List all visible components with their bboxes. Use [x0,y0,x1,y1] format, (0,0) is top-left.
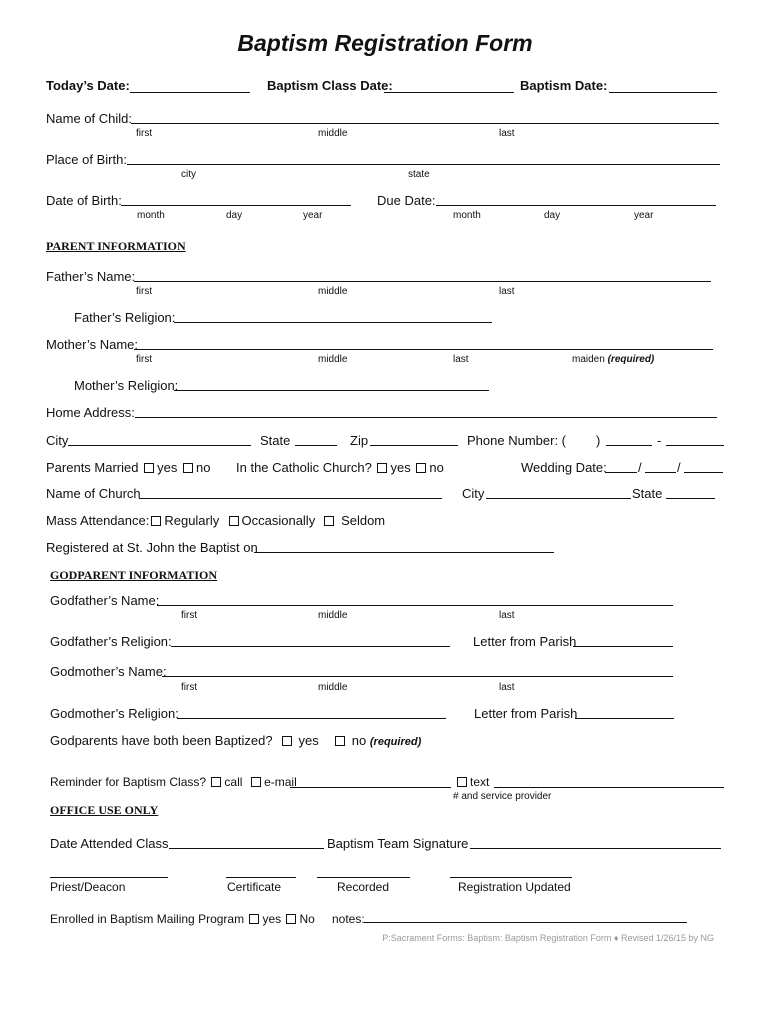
certificate-field[interactable] [226,877,296,878]
sub-middle: middle [318,682,348,693]
wedding-day-field[interactable] [645,472,676,473]
mailing-yes-label: yes [262,912,282,926]
text-provider-field[interactable] [494,787,724,788]
mailing-no-label: No [299,912,315,926]
call-label: call [224,775,243,789]
home-address-label: Home Address: [46,405,135,420]
birthplace-label: Place of Birth: [46,152,127,167]
team-signature-field[interactable] [470,848,721,849]
father-religion-field[interactable] [174,322,492,323]
mother-religion-field[interactable] [174,390,489,391]
sub-city: city [181,169,196,180]
mailing-program-label: Enrolled in Baptism Mailing Program [50,912,245,926]
date-attended-field[interactable] [169,848,324,849]
sub-middle: middle [318,286,348,297]
parents-married-label: Parents Married [46,460,139,475]
text-label: text [470,775,490,789]
email-field[interactable] [290,787,451,788]
sub-middle: middle [318,610,348,621]
home-address-field[interactable] [135,417,717,418]
phone-dash: - [657,433,662,448]
sub-last: last [453,354,469,365]
catholic-no-label: no [429,460,444,475]
godmother-religion-field[interactable] [177,718,446,719]
wedding-year-field[interactable] [684,472,723,473]
father-religion-label: Father’s Religion: [74,310,176,325]
godfather-name-field[interactable] [157,605,673,606]
text-option [455,775,489,789]
text-checkbox[interactable] [457,777,467,787]
todays-date-label: Today’s Date: [46,78,130,93]
wedding-slash: / [677,460,681,475]
godfather-religion-label: Godfather’s Religion: [50,634,172,649]
church-city-label: City [462,486,485,501]
baptism-date-label: Baptism Date: [520,78,608,93]
state-field[interactable] [295,445,337,446]
recorded-field[interactable] [317,877,410,878]
team-signature-label: Baptism Team Signature [327,836,469,851]
sub-first: first [181,682,198,693]
registered-label: Registered at St. John the Baptist on [46,540,258,555]
catholic-no-checkbox[interactable] [416,463,426,473]
city-label: City [46,433,69,448]
mailing-program-row [50,912,315,926]
form-title: Baptism Registration Form [237,30,533,56]
certificate-label: Certificate [227,880,282,894]
church-state-field[interactable] [666,498,715,499]
seldom-label: Seldom [341,513,386,528]
married-no-label: no [195,460,211,475]
sub-year: year [634,210,654,221]
required-note: (required) [369,736,422,748]
class-date-field[interactable] [384,92,514,93]
godmother-name-field[interactable] [162,676,673,677]
sub-state: state [408,169,430,180]
sub-day: day [226,210,243,221]
baptized-no-checkbox[interactable] [335,736,345,746]
wedding-month-field[interactable] [605,472,637,473]
church-state-label: State [632,486,663,501]
catholic-church-label: In the Catholic Church? [236,460,372,475]
required-note: (required) [607,354,655,365]
todays-date-field[interactable] [130,92,250,93]
seldom-checkbox[interactable] [324,516,334,526]
occasionally-checkbox[interactable] [229,516,239,526]
mailing-yes-checkbox[interactable] [249,914,259,924]
baptized-no-label: no [351,733,367,748]
priest-field[interactable] [50,877,168,878]
child-name-label: Name of Child: [46,111,132,126]
reminder-label: Reminder for Baptism Class? [50,775,207,789]
mass-attendance-label: Mass Attendance: [46,513,150,528]
reminder-row [50,775,297,789]
city-field[interactable] [68,445,251,446]
email-checkbox[interactable] [251,777,261,787]
sub-month: month [137,210,165,221]
state-label: State [260,433,291,448]
godmother-name-label: Godmother’s Name: [50,664,167,679]
sub-first: first [136,128,153,139]
office-section-heading: OFFICE USE ONLY [50,803,159,817]
sub-first: first [136,286,153,297]
parent-section-heading: PARENT INFORMATION [46,239,186,253]
church-name-label: Name of Church [46,486,141,501]
mailing-no-checkbox[interactable] [286,914,296,924]
sub-last: last [499,286,515,297]
registration-updated-label: Registration Updated [458,880,571,894]
sub-middle: middle [318,354,348,365]
registered-field[interactable] [254,552,554,553]
mother-religion-label: Mother’s Religion: [74,378,179,393]
married-yes-label: yes [157,460,178,475]
mother-name-label: Mother’s Name: [46,337,138,352]
baptized-yes-checkbox[interactable] [282,736,292,746]
godmother-letter-label: Letter from Parish [474,706,578,721]
dob-label: Date of Birth: [46,193,122,208]
godparents-baptized-row [50,733,421,748]
father-name-field[interactable] [134,281,711,282]
sub-last: last [499,682,515,693]
godfather-letter-label: Letter from Parish [473,634,577,649]
maiden-text: maiden [572,354,605,365]
zip-label: Zip [350,433,369,448]
due-date-field[interactable] [436,205,716,206]
sub-last: last [499,610,515,621]
birthplace-field[interactable] [127,164,720,165]
dob-field[interactable] [121,205,351,206]
catholic-yes-checkbox[interactable] [377,463,387,473]
occasionally-label: Occasionally [241,513,316,528]
sub-first: first [181,610,198,621]
child-name-field[interactable] [131,123,719,124]
date-attended-label: Date Attended Class [50,836,169,851]
father-name-label: Father’s Name: [46,269,136,284]
godparents-baptized-label: Godparents have both been Baptized? [50,733,273,748]
sub-middle: middle [318,128,348,139]
phone-label: Phone Number: ( [467,433,566,448]
baptism-date-field[interactable] [609,92,717,93]
regularly-checkbox[interactable] [151,516,161,526]
godfather-letter-field[interactable] [573,646,673,647]
zip-field[interactable] [370,445,458,446]
church-city-field[interactable] [486,498,631,499]
registration-updated-field[interactable] [450,877,572,878]
regularly-label: Regularly [164,513,220,528]
godfather-religion-field[interactable] [171,646,450,647]
wedding-slash: / [638,460,642,475]
married-yes-checkbox[interactable] [144,463,154,473]
mother-name-field[interactable] [134,349,713,350]
godparent-section-heading: GODPARENT INFORMATION [50,568,218,582]
godmother-religion-label: Godmother’s Religion: [50,706,179,721]
catholic-yes-label: yes [390,460,411,475]
parents-married-row [46,460,210,475]
email-label: e-mail [264,775,297,789]
married-no-checkbox[interactable] [183,463,193,473]
sub-first: first [136,354,153,365]
provider-note: # and service provider [453,791,552,802]
sub-month: month [453,210,481,221]
due-date-label: Due Date: [377,193,436,208]
godfather-name-label: Godfather’s Name: [50,593,160,608]
sub-day: day [544,210,561,221]
phone-prefix-field[interactable] [606,445,652,446]
notes-label: notes: [332,912,365,926]
phone-close-paren: ) [596,433,601,448]
class-date-label: Baptism Class Date: [267,78,393,93]
mass-attendance-row [46,513,385,528]
sub-maiden [572,354,654,365]
catholic-church-row [236,460,444,475]
sub-year: year [303,210,323,221]
call-checkbox[interactable] [211,777,221,787]
recorded-label: Recorded [337,880,390,894]
notes-field[interactable] [364,922,687,923]
wedding-date-label: Wedding Date: [521,460,607,475]
footer-revision: P:Sacrament Forms: Baptism: Baptism Registration Form ♦ Revised 1/26/15 by NG [382,933,714,943]
baptized-yes-label: yes [298,733,319,748]
sub-last: last [499,128,515,139]
phone-line-field[interactable] [666,445,724,446]
priest-label: Priest/Deacon [50,880,126,894]
godmother-letter-field[interactable] [575,718,674,719]
church-name-field[interactable] [139,498,442,499]
